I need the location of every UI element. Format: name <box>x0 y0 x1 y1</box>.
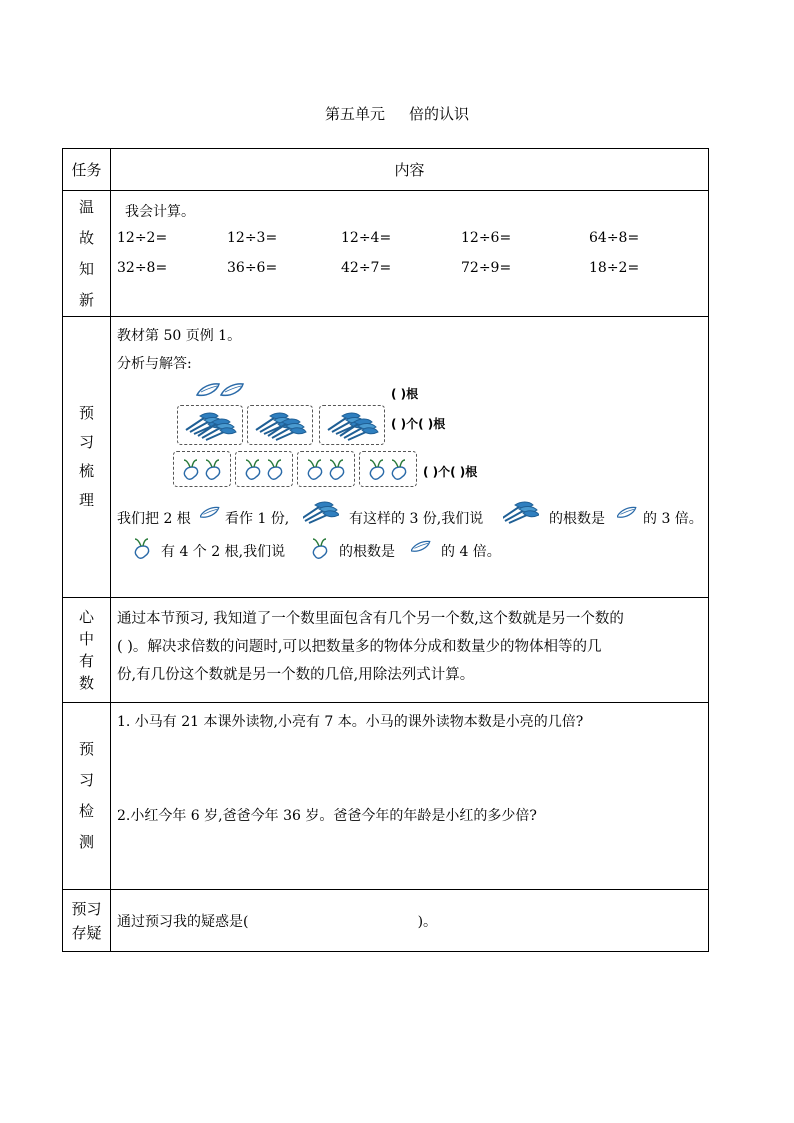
topic-label: 倍的认识 <box>409 105 470 123</box>
calc-item: 12÷4= <box>341 230 392 246</box>
radish-box <box>173 451 231 487</box>
sentence1-part3: 有这样的 3 份,我们说 <box>349 511 484 527</box>
preview-label: 预 习 梳 理 <box>63 317 111 598</box>
sentence1-part2: 看作 1 份, <box>225 511 290 527</box>
calc-item: 64÷8= <box>589 230 640 246</box>
radish-icon <box>129 535 153 561</box>
page-title <box>0 103 794 124</box>
review-label: 温 故 知 新 <box>63 191 111 317</box>
summary-line: ( )。解决求倍数的问题时,可以把数量多的物体分成和数量少的物体相等的几 <box>117 639 602 655</box>
unit-label: 第五单元 <box>324 105 385 123</box>
radish-box <box>359 451 417 487</box>
bunch-icon <box>303 501 339 525</box>
bunch-icon <box>503 501 539 525</box>
radish-box <box>235 451 293 487</box>
summary-line: 份,有几份这个数就是另一个数的几倍,用除法列式计算。 <box>117 667 475 683</box>
check-label: 预 习 检 测 <box>63 703 111 890</box>
review-content <box>111 191 709 317</box>
blank-row2: ( )个( )根 <box>391 417 446 431</box>
doubt-label: 预习 存疑 <box>63 890 111 952</box>
check-row <box>63 703 709 890</box>
radish-icon <box>307 535 331 561</box>
preview-row <box>63 317 709 598</box>
summary-row <box>63 598 709 703</box>
carrot-icon <box>200 505 222 523</box>
bunch-box <box>319 405 385 445</box>
doubt-content <box>111 890 709 952</box>
summary-line: 通过本节预习, 我知道了一个数里面包含有几个另一个数,这个数就是另一个数的 <box>117 611 624 627</box>
calc-item: 18÷2= <box>589 260 640 276</box>
calc-item: 36÷6= <box>227 260 278 276</box>
calc-item: 42÷7= <box>341 260 392 276</box>
sentence2-part2: 的根数是 <box>339 544 395 560</box>
carrot-pair-image <box>195 379 255 401</box>
doubt-row <box>63 890 709 952</box>
bunch-box <box>177 405 243 445</box>
radish-box <box>297 451 355 487</box>
calc-item: 12÷3= <box>227 230 278 246</box>
summary-label: 心 中 有 数 <box>63 598 111 703</box>
blank-row1: ( )根 <box>391 387 419 401</box>
worksheet-table <box>62 148 709 952</box>
sentence1-part4: 的根数是 <box>549 511 605 527</box>
carrot-icon <box>617 505 639 523</box>
sentence1-part5: 的 3 倍。 <box>643 511 703 527</box>
analysis-label: 分析与解答: <box>117 356 192 372</box>
question-1: 1. 小马有 21 本课外读物,小亮有 7 本。小马的课外读物本数是小亮的几倍? <box>117 714 584 730</box>
blank-row3: ( )个( )根 <box>423 465 478 479</box>
sentence2-part1: 有 4 个 2 根,我们说 <box>161 544 286 560</box>
calc-item: 32÷8= <box>117 260 168 276</box>
calc-item: 12÷6= <box>461 230 512 246</box>
review-intro: 我会计算。 <box>125 204 195 220</box>
bunch-box <box>247 405 313 445</box>
check-content <box>111 703 709 890</box>
carrot-icon <box>411 539 433 557</box>
header-row <box>63 149 709 191</box>
summary-content <box>111 598 709 703</box>
header-task: 任务 <box>63 149 111 191</box>
calc-item: 72÷9= <box>461 260 512 276</box>
sentence1-part1: 我们把 2 根 <box>117 511 191 527</box>
preview-content <box>111 317 709 598</box>
textbook-reference: 教材第 50 页例 1。 <box>117 328 242 344</box>
calc-item: 12÷2= <box>117 230 168 246</box>
sentence2-part3: 的 4 倍。 <box>441 544 501 560</box>
question-2: 2.小红今年 6 岁,爸爸今年 36 岁。爸爸今年的年龄是小红的多少倍? <box>117 808 537 824</box>
review-row <box>63 191 709 317</box>
header-content: 内容 <box>111 149 709 191</box>
doubt-text: 通过预习我的疑惑是( )。 <box>117 914 438 930</box>
